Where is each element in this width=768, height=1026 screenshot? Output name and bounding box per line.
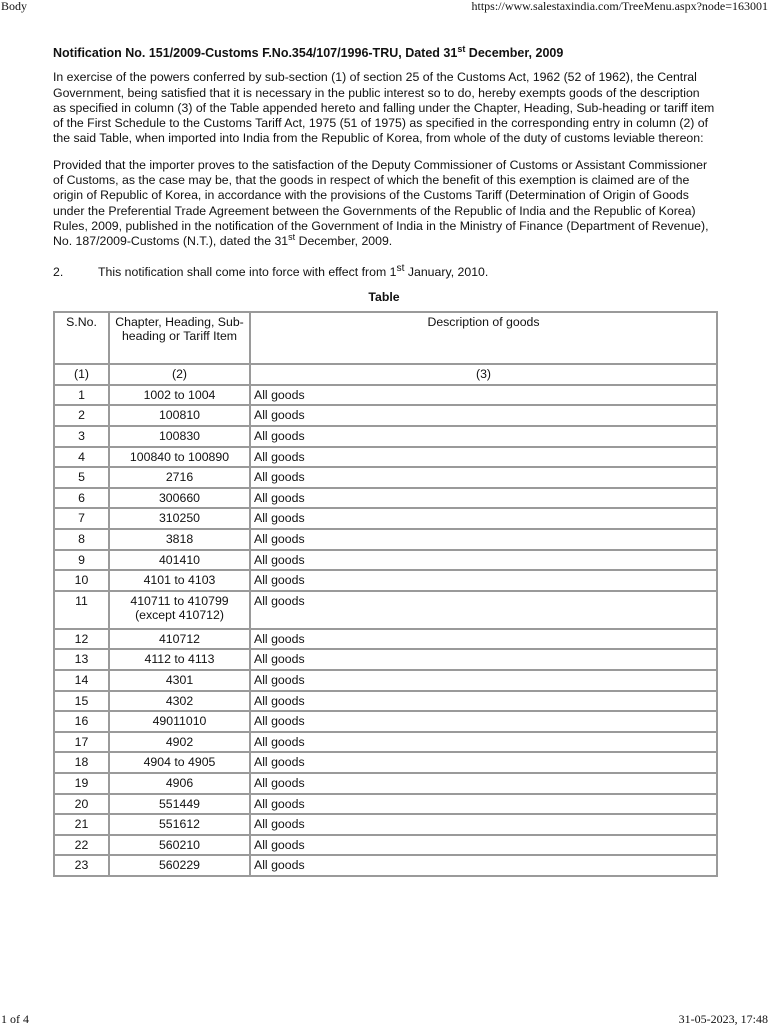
cell-sno: 22: [54, 835, 109, 856]
cell-tariff-item: 4112 to 4113: [109, 649, 250, 670]
cell-sno: 20: [54, 794, 109, 815]
cell-tariff-item: 4302: [109, 691, 250, 712]
cell-tariff-item: 4101 to 4103: [109, 570, 250, 591]
page-number: 1 of 4: [1, 1012, 29, 1026]
cell-sno: 15: [54, 691, 109, 712]
cell-tariff-item: 560210: [109, 835, 250, 856]
table-row: [54, 426, 717, 447]
cell-tariff-item: 4906: [109, 773, 250, 794]
cell-tariff-item: 4301: [109, 670, 250, 691]
cell-sno: 13: [54, 649, 109, 670]
cell-tariff-item: 100810: [109, 405, 250, 426]
column-number: (1): [54, 364, 109, 385]
goods-table: [53, 311, 718, 877]
notification-title: Notification No. 151/2009-Customs F.No.354/107/1996-TRU, Dated 31st December, 2009: [53, 43, 564, 60]
print-footer: [0, 1010, 768, 1024]
cell-sno: 6: [54, 488, 109, 509]
paragraph-proviso: Provided that the importer proves to the satisfaction of the Deputy Commissioner of Customs or Assistant Commissioner of Customs, as the case may be, that the goods in respect of which the benefit of this exemption is claimed are of the origin of Republic of Korea, in accordance with the provisions of the Customs Tariff (Determination of Origin of Goods under the Preferential Trade Agreement between the Governments of the Republic of India and the Republic of Korea) Rules, 2009, published in the notification of the Government of India in the Ministry of Finance (Department of Revenue), No. 187/2009-Customs (N.T.), dated the 31st December, 2009.: [53, 157, 709, 249]
table-row: [54, 467, 717, 488]
cell-description: All goods: [250, 385, 717, 406]
table-row: [54, 855, 717, 876]
table-row: [54, 649, 717, 670]
table-row: [54, 835, 717, 856]
header-sno: S.No.: [54, 312, 109, 364]
header-title: Body: [1, 0, 28, 13]
cell-description: All goods: [250, 835, 717, 856]
table-row: [54, 773, 717, 794]
cell-sno: 7: [54, 508, 109, 529]
cell-sno: 17: [54, 732, 109, 753]
cell-tariff-item: 49011010: [109, 711, 250, 732]
cell-description: All goods: [250, 773, 717, 794]
table-row: [54, 385, 717, 406]
print-timestamp: 31-05-2023, 17:48: [678, 1012, 768, 1026]
cell-tariff-item: 2716: [109, 467, 250, 488]
cell-description: All goods: [250, 529, 717, 550]
cell-tariff-item: 551449: [109, 794, 250, 815]
table-row: [54, 670, 717, 691]
cell-sno: 3: [54, 426, 109, 447]
cell-tariff-item: 4902: [109, 732, 250, 753]
table-row: [54, 629, 717, 650]
cell-sno: 4: [54, 447, 109, 468]
cell-description: All goods: [250, 570, 717, 591]
table-row: [54, 752, 717, 773]
table-title: Table: [368, 289, 400, 304]
cell-description: All goods: [250, 732, 717, 753]
cell-sno: 9: [54, 550, 109, 571]
cell-sno: 21: [54, 814, 109, 835]
cell-description: All goods: [250, 488, 717, 509]
cell-description: All goods: [250, 550, 717, 571]
cell-tariff-item: 551612: [109, 814, 250, 835]
table-row: [54, 405, 717, 426]
cell-sno: 14: [54, 670, 109, 691]
cell-description: All goods: [250, 591, 717, 629]
cell-tariff-item: 1002 to 1004: [109, 385, 250, 406]
cell-description: All goods: [250, 508, 717, 529]
table-row: [54, 794, 717, 815]
table-row: [54, 508, 717, 529]
cell-sno: 1: [54, 385, 109, 406]
cell-sno: 5: [54, 467, 109, 488]
table-row: [54, 691, 717, 712]
cell-tariff-item: 100840 to 100890: [109, 447, 250, 468]
cell-description: All goods: [250, 814, 717, 835]
cell-sno: 2: [54, 405, 109, 426]
table-row: [54, 488, 717, 509]
cell-sno: 12: [54, 629, 109, 650]
cell-description: All goods: [250, 447, 717, 468]
print-header: [0, 0, 768, 14]
table-row: [54, 591, 717, 629]
cell-description: All goods: [250, 405, 717, 426]
column-number: (3): [250, 364, 717, 385]
cell-tariff-item: 3818: [109, 529, 250, 550]
table-row: [54, 814, 717, 835]
table-row: [54, 550, 717, 571]
column-number: (2): [109, 364, 250, 385]
cell-sno: 10: [54, 570, 109, 591]
cell-sno: 11: [54, 591, 109, 629]
cell-tariff-item: 300660: [109, 488, 250, 509]
cell-description: All goods: [250, 752, 717, 773]
cell-tariff-item: 410712: [109, 629, 250, 650]
table-row: [54, 732, 717, 753]
table-row: [54, 711, 717, 732]
cell-description: All goods: [250, 711, 717, 732]
cell-sno: 16: [54, 711, 109, 732]
cell-tariff-item: 401410: [109, 550, 250, 571]
cell-sno: 19: [54, 773, 109, 794]
paragraph-exemption: In exercise of the powers conferred by sub-section (1) of section 25 of the Customs Act, 1962 (52 of 1962), the Central Government, being satisfied that it is necessary in the public interest so to do, hereby exempts goods of the description as specified in column (3) of the Table appended hereto and falling under the Chapter, Heading, Sub-heading or tariff item of the First Schedule to the Customs Tariff Act, 1975 (51 of 1975) as specified in the corresponding entry in column (2) of the said Table, when imported into India from the Republic of Korea, from whole of the duty of customs leviable thereon:: [53, 70, 715, 146]
cell-description: All goods: [250, 855, 717, 876]
cell-sno: 18: [54, 752, 109, 773]
cell-tariff-item: 410711 to 410799 (except 410712): [109, 591, 250, 629]
cell-tariff-item: 560229: [109, 855, 250, 876]
cell-description: All goods: [250, 691, 717, 712]
cell-tariff-item: 310250: [109, 508, 250, 529]
cell-description: All goods: [250, 467, 717, 488]
cell-description: All goods: [250, 794, 717, 815]
cell-description: All goods: [250, 649, 717, 670]
cell-description: All goods: [250, 670, 717, 691]
table-row: [54, 529, 717, 550]
cell-sno: 23: [54, 855, 109, 876]
table-row: [54, 570, 717, 591]
table-row: [54, 447, 717, 468]
cell-sno: 8: [54, 529, 109, 550]
document-body: [53, 43, 715, 877]
table-column-number-row: [54, 364, 717, 385]
header-description: Description of goods: [250, 312, 717, 364]
cell-tariff-item: 4904 to 4905: [109, 752, 250, 773]
cell-description: All goods: [250, 629, 717, 650]
cell-description: All goods: [250, 426, 717, 447]
header-url: https://www.salestaxindia.com/TreeMenu.aspx?node=163001: [471, 0, 768, 13]
paragraph-number: 2.: [53, 264, 64, 279]
cell-tariff-item: 100830: [109, 426, 250, 447]
table-header-row: [54, 312, 717, 364]
paragraph-effective-date: 2. This notification shall come into force with effect from 1st January, 2010.: [53, 262, 489, 279]
header-chapter: Chapter, Heading, Sub-heading or Tariff Item: [109, 312, 250, 364]
